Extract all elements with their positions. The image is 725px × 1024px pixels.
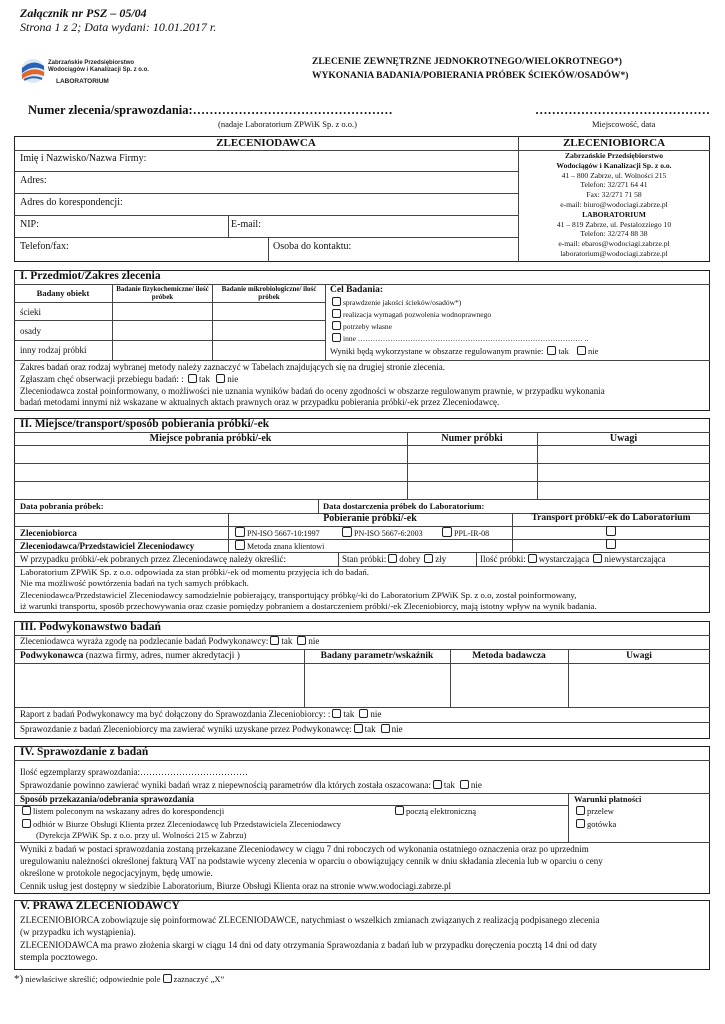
quantity-enough-checkbox[interactable]: [528, 554, 537, 563]
col-micro: Badanie mikrobiologiczne/ ilość próbek: [221, 285, 317, 301]
attach-no-checkbox[interactable]: [359, 709, 368, 718]
sampling-header: Pobieranie próbki/-ek: [323, 513, 417, 524]
purpose-title: Cel Badania:: [330, 285, 384, 295]
checkbox-icon[interactable]: [332, 297, 341, 306]
payment-title: Warunki płatności: [574, 794, 642, 804]
report-include: Sprawozdanie z badań Zleceniobiorcy ma zawierać wyniki uzyskane przez Podwykonawcę: tak nie: [20, 724, 403, 734]
uncertainty-yes-checkbox[interactable]: [433, 780, 442, 789]
client-sampled-note: W przypadku próbki/-ek pobranych przez Zleceniodawcę należy określić:: [20, 554, 286, 564]
checkbox-icon: [163, 974, 172, 983]
col-subcontractor: Podwykonawca (nazwa firmy, adres, numer akredytacji ): [20, 651, 240, 661]
checkbox-icon[interactable]: [332, 309, 341, 318]
subcontract-consent: Zleceniodawca wyraża zgodę na podzlecanie badań Podwykonawcy: tak nie: [20, 636, 320, 646]
section-5-title: V. PRAWA ZLECENIODAWCY: [20, 900, 180, 912]
purpose-quality[interactable]: sprawdzenie jakości ścieków/osadów*): [330, 297, 461, 307]
order-number-label[interactable]: Numer zlecenia/sprawozdania:…………………………………………: [28, 103, 393, 117]
client-email-field[interactable]: E-mail:: [231, 219, 261, 230]
condition-bad-checkbox[interactable]: [424, 554, 433, 563]
client-corr-address-field[interactable]: Adres do korespondencji:: [20, 197, 123, 208]
contractor-info: Zabrzańskie Przedsiębiorstwo Wodociągów i Kanalizacji Sp. z o.o. 41 – 800 Zabrze, ul. Wolności 215 Telefon: 32/271 64 41 Fax: 32/271 71 58 e-mail: biuro@wodociagi.zabrze.pl LABORATORIUM 41 – 819 Zabrze, ul. Pestalozziego 10 Telefon: 32/274 88 38 e-mail: ebaros@wodociagi.zabrze.pl laboratorium@wodociagi.zabrze.pl: [556, 151, 672, 258]
delivery-pickup[interactable]: odbiór w Biurze Obsługi Klienta przez Zleceniodawcę lub Przedstawiciela Zleceniodawcy: [20, 819, 341, 829]
delivery-pickup-address: (Dyrekcja ZPWiK Sp. z o.o. przy ul. Wolności 215 w Zabrzu): [36, 830, 247, 840]
row-sewage: ścieki: [20, 307, 41, 317]
section-2-title: II. Miejsce/transport/sposób pobierania próbki/-ek: [20, 418, 270, 430]
client-row: Zleceniodawca/Przedstawiciel Zleceniodawcy: [20, 541, 195, 551]
col-physchem: Badanie fizykochemiczne/ ilość próbek: [116, 285, 209, 301]
payment-cash[interactable]: gotówka: [574, 819, 616, 829]
page-info: Strona 1 z 2; Data wydani: 10.01.2017 r.: [20, 20, 217, 34]
purpose-other[interactable]: inne ……………………………………………………………………………… ..: [330, 333, 588, 343]
checkbox-icon[interactable]: [235, 527, 245, 537]
col-sample-no: Numer próbki: [441, 433, 503, 444]
contractor-row: Zleceniobiorca: [20, 528, 77, 538]
checkbox-icon[interactable]: [576, 806, 585, 815]
observe-no-checkbox[interactable]: [216, 374, 225, 383]
transport-client-checkbox[interactable]: [604, 539, 618, 550]
section-1-title: I. Przedmiot/Zakres zlecenia: [20, 270, 161, 282]
method-iso2[interactable]: PN-ISO 5667-6:2003: [340, 527, 423, 538]
observe-yes-checkbox[interactable]: [188, 374, 197, 383]
regulated-yes-checkbox[interactable]: [547, 346, 556, 355]
form-title-2: WYKONANIA BADANIA/POBIERANIA PRÓBEK ŚCIEKÓW/OSADÓW*): [312, 71, 629, 81]
quantity-insufficient-checkbox[interactable]: [593, 554, 602, 563]
footnote: *) niewłaściwe skreślić; odpowiednie pole zaznaczyć „X”: [14, 973, 225, 985]
include-yes-checkbox[interactable]: [354, 724, 363, 733]
place-date-field[interactable]: ……………………………………: [535, 103, 710, 117]
report-attach: Raport z badań Podwykonawcy ma być dołączony do Sprawozdania Zleceniobiorcy: : tak nie: [20, 709, 382, 719]
checkbox-icon[interactable]: [395, 806, 404, 815]
client-title: ZLECENIODAWCA: [216, 137, 316, 149]
col-parameter: Badany parametr/wskaźnik: [320, 651, 434, 661]
checkbox-icon[interactable]: [606, 526, 616, 536]
col-place: Miejsce pobrania próbki/-ek: [149, 433, 272, 444]
method-known[interactable]: Metoda znana klientowi: [233, 540, 324, 551]
col-subremarks: Uwagi: [626, 651, 652, 661]
delivery-date-field[interactable]: Data dostarczenia próbek do Laboratorium:: [323, 501, 485, 511]
client-address-field[interactable]: Adres:: [20, 175, 47, 186]
delivery-mail[interactable]: listem poleconym na wskazany adres do korespondencji: [20, 806, 224, 816]
contractor-title: ZLECENIOBIORCA: [562, 137, 666, 149]
col-remarks: Uwagi: [609, 433, 638, 444]
method-iso1[interactable]: PN-ISO 5667-10:1997: [233, 527, 320, 538]
logo-icon: [20, 56, 46, 86]
sample-condition: Stan próbki: dobry zły: [342, 554, 447, 564]
subcontract-no-checkbox[interactable]: [297, 636, 306, 645]
regulated-area: Wyniki będą wykorzystane w obszarze regulowanym prawnie: tak nie: [330, 346, 599, 356]
col-object: Badany obiekt: [36, 288, 90, 298]
uncertainty-row: Sprawozdanie powinno zawierać wyniki badań wraz z niepewnością parametrów dla których została oszacowana: tak nie: [20, 780, 482, 790]
checkbox-icon[interactable]: [442, 527, 452, 537]
checkbox-icon[interactable]: [332, 333, 341, 342]
place-date-label: Miejscowość, data: [592, 119, 656, 129]
transport-header: Transport próbki/-ek do Laboratorium: [531, 513, 691, 523]
checkbox-icon[interactable]: [22, 806, 31, 815]
payment-transfer[interactable]: przelew: [574, 806, 614, 816]
checkbox-icon[interactable]: [235, 540, 245, 550]
row-sludge: osady: [20, 326, 41, 336]
section-4-notes: Wyniki z badań w postaci sprawozdania zostaną przekazane Zleceniodawcy w ciągu 7 dni roboczych od wykonania ostatniego oznaczenia oraz po uprzednim uregulowaniu należności określonej fakturą VAT na podstawie wyceny zlecenia w oparciu o obowiązujący cennik w dniu składania zlecenia lub w oparciu o ceny określone w protokole negocjacyjnym, będę umowie. Cennik usług jest dostępny w siedzibie Laboratorium, Biurze Obsługi Klienta oraz na stronie www.wodociagi.zabrze.pl: [20, 844, 603, 891]
method-ppl[interactable]: PPL-IR-08: [440, 527, 489, 538]
section-5-text: ZLECENIOBIORCA zobowiązuje się poinformować ZLECENIODAWCE, natychmiast o wszelkich zmianach związanych z realizacją podpisanego zlecenia (w przypadku ich wystąpienia). ZLECENIODAWCA ma prawo złożenia skargi w ciągu 14 dni od daty otrzymania Sprawozdania z badań lub w przypadku doręczenia pocztą 14 dni od daty stempla pocztowego.: [20, 915, 600, 963]
section-3-title: III. Podwykonawstwo badań: [20, 621, 161, 633]
client-name-field[interactable]: Imię i Nazwisko/Nazwa Firmy:: [20, 153, 147, 164]
copies-field[interactable]: Ilość egzemplarzy sprawozdania:………………………………: [20, 767, 248, 777]
client-contact-field[interactable]: Osoba do kontaktu:: [273, 241, 352, 252]
checkbox-icon[interactable]: [606, 539, 616, 549]
subcontract-yes-checkbox[interactable]: [270, 636, 279, 645]
condition-good-checkbox[interactable]: [388, 554, 397, 563]
section-1-notes: Zakres badań oraz rodzaj wybranej metody należy zaznaczyć w Tabelach znajdujących się na drugiej stronie zlecenia. Zgłaszam chęć obserwacji przebiegu badań: : tak nie Zleceniodawca został poinformowany, o możliwości nie uznania wyników badań do oceny zgodności w obszarze regulowanym prawnie, w przypadku wykonania badań metodami innymi niż wskazane w aktualnych aktach prawnych oraz w przypadku pobierania próbki/-ek przez Zleceniodawcę.: [20, 362, 605, 408]
delivery-method-title: Sposób przekazania/odebrania sprawozdania: [20, 794, 195, 804]
delivery-email[interactable]: pocztą elektroniczną: [393, 806, 476, 816]
regulated-no-checkbox[interactable]: [577, 346, 586, 355]
purpose-permit[interactable]: realizacja wymagań pozwolenia wodnoprawnego: [330, 309, 491, 319]
checkbox-icon[interactable]: [22, 819, 31, 828]
form-title-1: ZLECENIE ZEWNĘTRZNE JEDNOKROTNEGO/WIELOKROTNEGO*): [312, 57, 622, 67]
transport-contractor-checkbox[interactable]: [604, 526, 618, 537]
checkbox-icon[interactable]: [342, 527, 352, 537]
order-number-note: (nadaje Laboratorium ZPWiK Sp. z o.o.): [218, 119, 357, 129]
section-4-title: IV. Sprawozdanie z badań: [20, 746, 149, 758]
section-2-notes: Laboratorium ZPWiK Sp. z o.o. odpowiada za stan próbki/-ek od momentu przyjęcia ich do badań. Nie ma możliwość powtórzenia badań na tych samych próbkach. Zleceniodawca/Przedstawiciel Zleceniodawcy samodzielnie pobierający, transportujący próbkę/-ki do Laboratorium ZPWiK Sp. z o.o, został poinformowany, iż warunki transportu, sposób przechowywania oraz czasie pomiędzy pobraniem a dostarczeniem próbki/-ek Zleceniobiorcy, mają istotny wpływ na wynik badania.: [20, 567, 597, 611]
include-no-checkbox[interactable]: [381, 724, 390, 733]
company-logo: Zabrzańskie Przedsiębiorstwo Wodociągów i Kanalizacji Sp. z o.o. LABORATORIUM: [20, 56, 170, 94]
attach-yes-checkbox[interactable]: [332, 709, 341, 718]
client-nip-field[interactable]: NIP:: [20, 219, 39, 230]
checkbox-icon[interactable]: [576, 819, 585, 828]
sampling-date-field[interactable]: Data pobrania próbek:: [20, 501, 104, 511]
col-method: Metoda badawcza: [472, 651, 546, 661]
row-other: inny rodzaj próbki: [20, 345, 87, 355]
client-phone-field[interactable]: Telefon/fax:: [20, 241, 69, 252]
uncertainty-no-checkbox[interactable]: [460, 780, 469, 789]
attachment-number: Załącznik nr PSZ – 05/04: [20, 6, 147, 20]
purpose-own[interactable]: potrzeby własne: [330, 321, 392, 331]
checkbox-icon[interactable]: [332, 321, 341, 330]
sample-quantity: Ilość próbki: wystarczająca niewystarczająca: [480, 554, 666, 564]
